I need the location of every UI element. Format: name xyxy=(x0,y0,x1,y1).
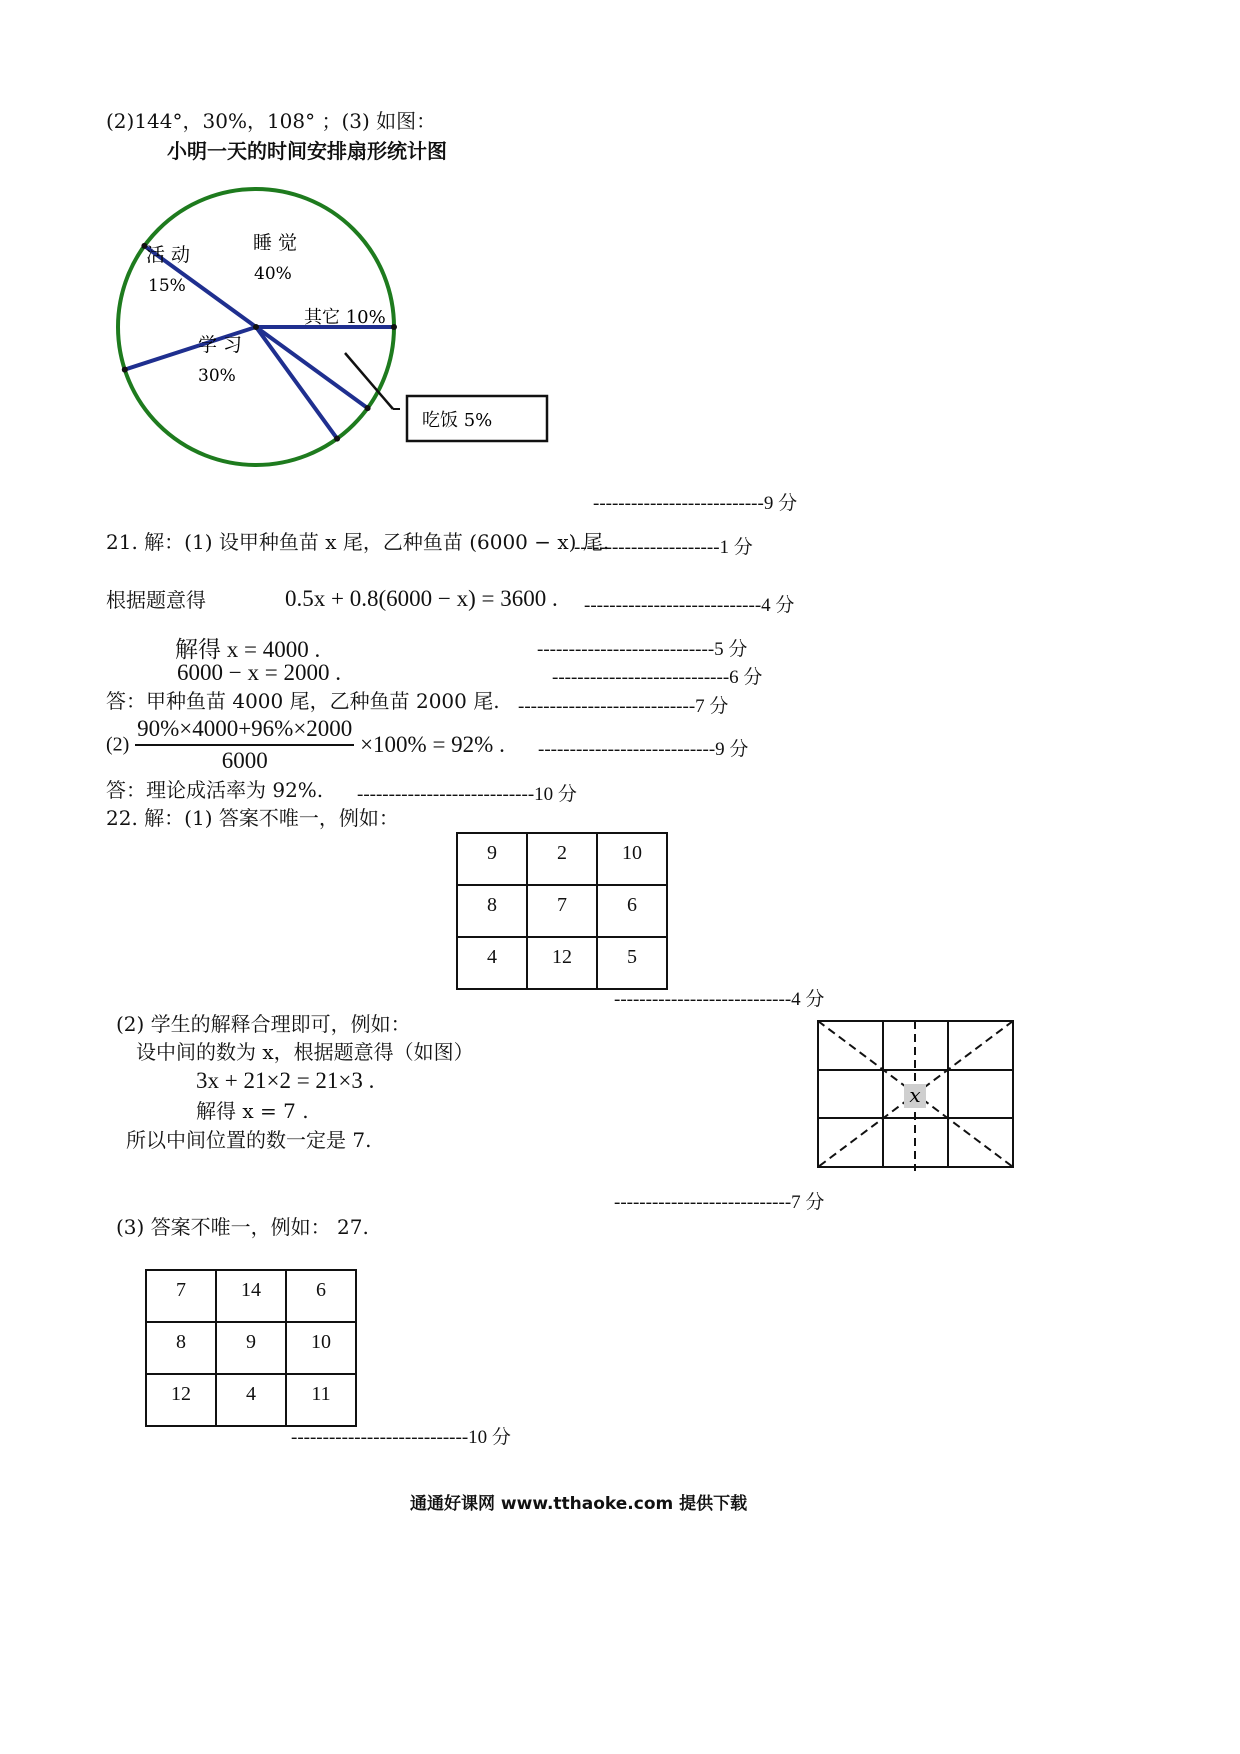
pie-radius-line xyxy=(256,327,337,439)
magic-square-example-3 xyxy=(145,1269,357,1427)
slice-percent-activity: 15% xyxy=(148,276,186,296)
rate-fraction xyxy=(135,716,354,774)
q21-equation: 0.5x + 0.8(6000 − x) = 3600 . xyxy=(285,586,558,611)
pie-radius-endpoint xyxy=(122,367,128,373)
grid3-row xyxy=(146,1270,356,1322)
grid1-row xyxy=(457,833,667,885)
q21-line1-score: -----------------------1 分 xyxy=(574,537,753,558)
q22-part2-solution: 解得 x = 7 . xyxy=(196,1099,309,1123)
grid3-row xyxy=(146,1322,356,1374)
center-value-diagram xyxy=(816,1018,1016,1173)
slice-percent-study: 30% xyxy=(198,366,236,386)
pie-radius-endpoint xyxy=(365,405,371,411)
q21-answer2: 答：理论成活率为 92%. xyxy=(106,778,324,802)
rate-fraction-tail: ×100% = 92% . xyxy=(360,732,505,757)
grid1-cell: 6 xyxy=(597,885,667,937)
grid3-cell: 12 xyxy=(146,1374,216,1426)
grid1-cell: 4 xyxy=(457,937,527,989)
grid3-cell: 7 xyxy=(146,1270,216,1322)
q22-line1: 22. 解：(1) 答案不唯一，例如： xyxy=(106,806,399,830)
grid1-row xyxy=(457,885,667,937)
q21-part2-expression xyxy=(106,716,505,774)
slice-label-sleep: 睡 觉 xyxy=(253,232,298,254)
diagram-center-variable: x xyxy=(909,1083,921,1107)
grid1-cell: 10 xyxy=(597,833,667,885)
slice-percent-sleep: 40% xyxy=(254,264,292,284)
q21-answer1-score: ----------------------------7 分 xyxy=(518,696,729,717)
q21-part2-prefix: (2) xyxy=(106,733,130,756)
q22-score3: ----------------------------10 分 xyxy=(291,1427,511,1448)
q21-part2-score: ----------------------------9 分 xyxy=(538,739,749,760)
grid3-cell: 11 xyxy=(286,1374,356,1426)
grid3-cell: 6 xyxy=(286,1270,356,1322)
pie-radius-endpoint xyxy=(334,436,340,442)
q21-line2-score: ----------------------------4 分 xyxy=(584,595,795,616)
q21-line1: 21. 解：(1) 设甲种鱼苗 x 尾，乙种鱼苗 (6000 − x) 尾. xyxy=(106,530,610,554)
grid3-cell: 8 xyxy=(146,1322,216,1374)
pie-chart-title: 小明一天的时间安排扇形统计图 xyxy=(167,139,447,163)
slice-label-activity: 活 动 xyxy=(146,244,191,266)
rate-fraction-denominator: 6000 xyxy=(221,748,268,773)
grid3-row xyxy=(146,1374,356,1426)
q20-part2-line: (2)144°，30%，108° ；(3) 如图： xyxy=(106,109,437,133)
pie-center-dot xyxy=(253,324,259,330)
q21-line3-score: ----------------------------5 分 xyxy=(537,639,748,660)
pie-chart xyxy=(100,185,570,485)
q22-score1: ----------------------------4 分 xyxy=(614,989,825,1010)
grid3-cell: 4 xyxy=(216,1374,286,1426)
q22-part2-conclusion: 所以中间位置的数一定是 7. xyxy=(126,1128,372,1152)
q22-part2-title: (2) 学生的解释合理即可，例如： xyxy=(116,1012,411,1036)
grid1-cell: 7 xyxy=(527,885,597,937)
pie-radius-line xyxy=(256,327,368,408)
q21-line4-score: ----------------------------6 分 xyxy=(552,667,763,688)
q21-solution-x: 解得 x = 4000 . xyxy=(175,637,321,662)
slice-label-study: 学 习 xyxy=(198,334,243,356)
q22-score2: ----------------------------7 分 xyxy=(614,1192,825,1213)
grid1-cell: 5 xyxy=(597,937,667,989)
page-footer: 通通好课网 www.tthaoke.com 提供下载 xyxy=(410,1494,748,1514)
magic-square-example-1 xyxy=(456,832,668,990)
rate-fraction-numerator: 90%×4000+96%×2000 xyxy=(135,716,354,746)
grid3-cell: 9 xyxy=(216,1322,286,1374)
q21-solution-y: 6000 − x = 2000 . xyxy=(177,660,341,685)
pie-radius-endpoint xyxy=(391,324,397,330)
q21-line2-label: 根据题意得 xyxy=(106,588,206,612)
grid1-cell: 8 xyxy=(457,885,527,937)
grid1-cell: 12 xyxy=(527,937,597,989)
grid1-cell: 2 xyxy=(527,833,597,885)
grid3-cell: 10 xyxy=(286,1322,356,1374)
grid1-cell: 9 xyxy=(457,833,527,885)
q21-answer1: 答：甲种鱼苗 4000 尾，乙种鱼苗 2000 尾. xyxy=(106,689,500,713)
q21-answer2-score: ----------------------------10 分 xyxy=(357,784,577,805)
grid1-row xyxy=(457,937,667,989)
grid3-cell: 14 xyxy=(216,1270,286,1322)
q22-part3: (3) 答案不唯一，例如： 27. xyxy=(116,1215,369,1239)
q20-score: ---------------------------9 分 xyxy=(593,493,798,514)
callout-label-meal: 吃饭 5% xyxy=(422,410,493,431)
q22-part2-equation: 3x + 21×2 = 21×3 . xyxy=(196,1068,375,1093)
slice-label-other: 其它 10% xyxy=(304,307,386,328)
q22-part2-line1: 设中间的数为 x，根据题意得（如图） xyxy=(136,1040,474,1064)
callout-leader-line xyxy=(345,353,393,409)
